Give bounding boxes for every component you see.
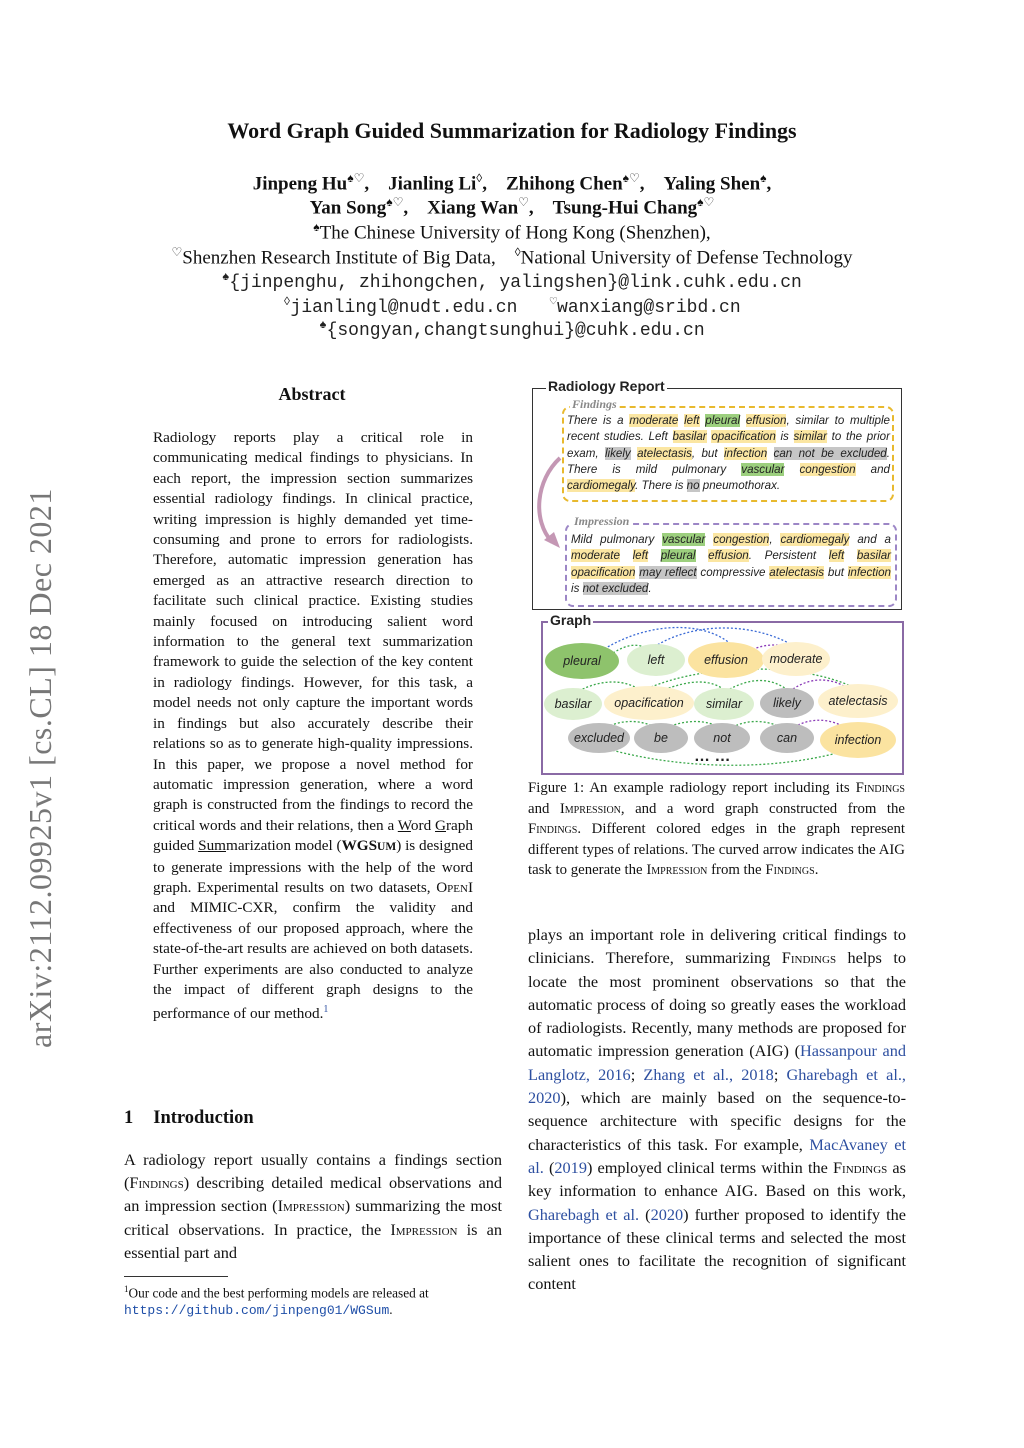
- highlighted-term: congestion: [799, 462, 856, 476]
- highlighted-term: basilar: [672, 430, 707, 444]
- abstract-text-a: Radiology reports play a critical role in communicating medical findings to physicians. In each report, the impression section summarizes essential radiology findings. In clinical practice, writing impression is highly demanded yet time-consuming and prone to errors for radiologists. Therefore, automatic impression generation has emerged as an attractive research direction to facilitate such clinical practice. Existing studies mainly focused on introducing salient word information to the general text summarization framework to guide the selection of the key content in radiology findings. However, for this task, a model needs not only capture the important words in findings but also accurately describe their relations so as to generate high-quality impressions. In this paper, we propose a novel method for automatic impression generation, where a word graph is constructed from the findings to record the critical words and their relations, then a: [153, 429, 473, 834]
- abstract-ord: ord: [410, 816, 436, 834]
- plain-text: pneumothorax.: [699, 479, 781, 493]
- right-text-4: ) employed clinical terms within the: [586, 1157, 833, 1177]
- author-separator: ,: [403, 197, 409, 219]
- affiliation-1: [0, 220, 1024, 244]
- highlighted-term: pleural: [660, 549, 696, 563]
- citation-hassanpour-link[interactable]: Hassanpour and Langlotz, 2016: [528, 1041, 907, 1084]
- node-basilar: basilar: [544, 688, 602, 720]
- affiliation-1-symbol: ♠: [313, 220, 320, 234]
- node-not: not: [694, 723, 750, 753]
- plain-text: compressive: [696, 565, 770, 579]
- right-paren-2: (: [639, 1204, 651, 1224]
- abstract-um: UM: [377, 841, 397, 854]
- introduction-paragraph: [124, 1148, 502, 1264]
- impression-text: [571, 532, 891, 597]
- highlighted-term: can not be excluded: [773, 446, 887, 460]
- node-pleural: pleural: [545, 643, 619, 679]
- citation-macavaney-link[interactable]: MacAvaney et al.: [528, 1134, 906, 1177]
- findings-label: Findings: [572, 397, 617, 411]
- plain-text: [740, 414, 746, 427]
- email-2-symbol: ◊: [283, 295, 291, 309]
- plain-text: .: [648, 581, 652, 595]
- author-symbol: ♠♡: [622, 171, 640, 185]
- graph-ellipsis: … …: [694, 748, 731, 765]
- caption-b: and: [528, 800, 560, 817]
- plain-text: [767, 447, 773, 460]
- abstract-model-name: [342, 837, 397, 854]
- plain-text: ,: [769, 533, 781, 546]
- intro-text-3: ) summarizing the most critical observations. In practice, the: [124, 1196, 502, 1239]
- right-text-2: helps to locate the most prominent observations so that the automatic process of doing so greatly eases the workload of radiologists. Recently, many methods are proposed for automatic impression generation (AIG) (: [528, 948, 906, 1061]
- right-text-6: ) further proposed to identify the importance of these clinical terms and selected the most salient ones to facilitate the recognition of significant content: [528, 1204, 906, 1294]
- author-name: Yaling Shen: [663, 173, 761, 195]
- highlighted-term: cardiomegaly: [780, 533, 850, 546]
- affiliation-3-symbol: ◊: [514, 245, 521, 259]
- plain-text: is: [571, 581, 583, 595]
- section-number: 1: [124, 1108, 134, 1128]
- plain-text: There is a: [567, 414, 630, 427]
- email-line-3: [0, 318, 1024, 341]
- plain-text: [844, 549, 857, 562]
- citation-macavaney-year-link[interactable]: 2019: [554, 1157, 587, 1177]
- highlighted-term: moderate: [571, 549, 620, 563]
- highlighted-term: infection: [723, 446, 768, 460]
- author-symbol: ♡: [518, 195, 529, 209]
- plain-text: [784, 463, 799, 476]
- highlighted-term: likely: [604, 446, 631, 460]
- highlighted-term: congestion: [713, 533, 770, 546]
- footnote-text: Our code and the best performing models are released at: [128, 1285, 429, 1301]
- impression-label: Impression: [574, 514, 630, 528]
- email-1-symbol: ♠: [222, 270, 230, 284]
- author-separator: ,: [482, 173, 487, 195]
- right-paren-1: (: [543, 1157, 555, 1177]
- plain-text: [620, 549, 633, 562]
- radiology-report-label: Radiology Report: [548, 378, 665, 394]
- highlighted-term: atelectasis: [637, 446, 692, 460]
- node-effusion: effusion: [688, 642, 764, 678]
- caption-findings-2: Findings: [528, 821, 578, 838]
- plain-text: . There is mild pulmonary: [567, 446, 890, 476]
- highlighted-term: not excluded: [582, 581, 649, 595]
- author-separator: ,: [364, 173, 370, 195]
- intro-impression-2: Impression: [390, 1219, 458, 1239]
- node-similar: similar: [694, 688, 754, 720]
- abstract-text-c: and MIMIC-CXR, confirm the validity and effectiveness of our proposed approach, where the state-of-the-art results are achieved on both datasets. Further experiments are also conducted to analyze the impact of different graph designs to the performance of our method.: [153, 899, 473, 1023]
- plain-text: . Persistent: [748, 549, 829, 563]
- node-likely: likely: [760, 688, 814, 718]
- highlighted-term: may reflect: [639, 565, 697, 579]
- footnote: [124, 1281, 504, 1319]
- right-text-3: ), which are mainly based on the sequence-to-sequence architecture with specific designs for the characteristics of this task. For example,: [528, 1088, 906, 1154]
- caption-c: , and a word graph constructed from the: [620, 800, 905, 817]
- node-opacification: opacification: [604, 686, 694, 720]
- affiliation-3-text: National University of Defense Technology: [520, 247, 853, 269]
- abstract-open: Open: [436, 878, 468, 896]
- node-be: be: [634, 723, 688, 753]
- affiliation-2-3: [0, 245, 1024, 269]
- author-symbol: ◊: [476, 171, 483, 185]
- highlighted-term: atelectasis: [769, 565, 825, 579]
- highlighted-term: infection: [847, 565, 891, 579]
- email-4: {songyan,changtsunghui}@cuhk.edu.cn: [326, 321, 705, 341]
- node-can: can: [760, 723, 814, 753]
- highlighted-term: left: [632, 549, 649, 563]
- author-symbol: ♠♡: [386, 195, 404, 209]
- right-text-5: as key information to enhance AIG. Based on this work,: [528, 1157, 906, 1201]
- right-findings: Findings: [781, 948, 837, 968]
- abstract-marization: marization model (: [226, 837, 342, 855]
- highlighted-term: moderate: [629, 414, 679, 427]
- plain-text: and: [855, 462, 890, 476]
- plain-text: . There is: [635, 479, 687, 493]
- highlighted-term: vascular: [741, 462, 785, 476]
- caption-findings-3: Findings: [765, 862, 815, 879]
- plain-text: , but: [691, 446, 724, 460]
- right-text-1: plays an important role in delivering critical findings to clinicians. Therefore, summarizing: [528, 925, 906, 968]
- abstract-wgs: WGS: [341, 837, 378, 855]
- intro-text-1: A radiology report usually contains a findings section (: [124, 1150, 502, 1193]
- plain-text: , similar to multiple recent studies. Left: [567, 414, 890, 444]
- author-symbol: ♠♡: [347, 171, 365, 185]
- email-4-symbol: ♠: [319, 318, 327, 332]
- abstract-sum: Sum: [198, 837, 226, 855]
- node-infection: infection: [820, 722, 896, 758]
- caption-impression: Impression: [559, 800, 621, 817]
- section-heading-introduction: [124, 1108, 254, 1129]
- intro-text-4: is an essential part and: [124, 1219, 502, 1262]
- footnote-period: .: [389, 1302, 393, 1318]
- node-excluded: excluded: [568, 723, 630, 753]
- highlighted-term: no: [686, 479, 700, 493]
- highlighted-term: cardiomegaly: [567, 479, 636, 493]
- node-moderate: moderate: [762, 642, 830, 676]
- highlighted-term: left: [684, 414, 700, 427]
- email-3-symbol: ♡: [549, 295, 558, 309]
- footnote-rule: [124, 1276, 228, 1277]
- affiliation-1-text: The Chinese University of Hong Kong (Shenzhen),: [319, 222, 711, 244]
- email-1: {jinpenghu, zhihongchen, yalingshen}@link.cuhk.edu.cn: [229, 273, 802, 293]
- author-line-2: [0, 195, 1024, 219]
- citation-gharebagh-year-link[interactable]: 2020: [650, 1204, 684, 1224]
- author-symbol: ♠♡: [697, 195, 715, 209]
- figure-caption: [528, 778, 905, 881]
- right-semicolon-2: ;: [773, 1064, 787, 1084]
- highlighted-term: basilar: [856, 549, 891, 563]
- plain-text: to the prior exam,: [567, 430, 890, 460]
- highlighted-term: left: [828, 549, 845, 563]
- aig-curved-arrow: [530, 450, 570, 560]
- author-name: Tsung-Hui Chang: [552, 197, 698, 219]
- author-name: Zhihong Chen: [505, 173, 623, 195]
- abstract-raph: raph: [446, 816, 473, 834]
- author-name: Xiang Wan: [427, 197, 519, 219]
- caption-findings: Findings: [855, 780, 905, 796]
- highlighted-term: opacification: [711, 430, 776, 444]
- caption-e: from the: [707, 862, 766, 879]
- caption-d: . Different colored edges in the graph represent different types of relations. The curved arrow indicates the AIG task to generate the: [528, 821, 905, 879]
- intro-findings: Findings: [129, 1173, 184, 1193]
- node-left: left: [627, 644, 685, 676]
- arxiv-identifier: arXiv:2112.09925v1 [cs.CL] 18 Dec 2021: [22, 488, 58, 1048]
- abstract-guided: guided: [153, 837, 199, 855]
- highlighted-term: similar: [793, 430, 827, 444]
- citation-gharebagh-2-link[interactable]: Gharebagh et al.: [528, 1204, 640, 1224]
- author-separator: ,: [766, 173, 772, 195]
- caption-f: .: [814, 862, 819, 879]
- plain-text: and a: [849, 533, 891, 546]
- author-separator: ,: [528, 197, 534, 219]
- affiliation-2-text: Shenzhen Research Institute of Big Data,: [182, 247, 496, 269]
- highlighted-term: pleural: [705, 414, 741, 427]
- plain-text: but: [824, 565, 848, 579]
- email-line-2: [0, 294, 1024, 318]
- paper-title: Word Graph Guided Summarization for Radiology Findings: [227, 118, 797, 143]
- caption-a: Figure 1: An example radiology report including its: [528, 780, 856, 796]
- graph-label: Graph: [550, 612, 592, 628]
- abstract-text-b: ) is designed to generate impressions with the help of the word graph. Experimental results on two datasets,: [153, 837, 473, 896]
- author-name: Jinpeng Hu: [252, 173, 348, 195]
- intro-impression: Impression: [277, 1196, 345, 1216]
- author-name: Yan Song: [309, 197, 387, 219]
- citation-gharebagh-link[interactable]: Gharebagh et al., 2020: [528, 1064, 906, 1108]
- highlighted-term: effusion: [708, 549, 749, 563]
- highlighted-term: opacification: [571, 565, 636, 579]
- email-line-1: [0, 270, 1024, 293]
- right-semicolon-1: ;: [630, 1064, 644, 1084]
- abstract-heading: Abstract: [278, 384, 346, 404]
- findings-text: [567, 413, 890, 494]
- right-findings-2: Findings: [833, 1157, 888, 1177]
- abstract-body: [153, 428, 473, 1025]
- footnote-number: 1: [124, 1284, 129, 1294]
- citation-zhang-link[interactable]: Zhang et al., 2018: [643, 1064, 774, 1084]
- affiliation-2-symbol: ♡: [171, 245, 183, 259]
- abstract-g: G: [435, 816, 446, 834]
- caption-impression-2: Impression: [646, 862, 708, 879]
- highlighted-term: vascular: [662, 533, 706, 546]
- footnote-mark-link[interactable]: 1: [323, 1004, 329, 1016]
- abstract-w: W: [397, 816, 411, 834]
- plain-text: is: [775, 430, 794, 444]
- intro-text-2: ) describing detailed medical observations and an impression section (: [124, 1173, 502, 1216]
- abstract-i: I: [467, 878, 473, 896]
- plain-text: Mild pulmonary: [571, 533, 663, 546]
- highlighted-term: effusion: [745, 414, 787, 427]
- author-line-1: [0, 171, 1024, 195]
- email-2: jianlingl@nudt.edu.cn: [290, 298, 518, 318]
- right-column-paragraph: [528, 923, 906, 1296]
- author-symbol: ♠: [760, 171, 767, 185]
- section-title: Introduction: [153, 1108, 254, 1128]
- author-name: Jianling Li: [388, 173, 477, 195]
- node-atelectasis: atelectasis: [818, 684, 898, 718]
- author-separator: ,: [639, 173, 645, 195]
- plain-text: [696, 549, 709, 562]
- footnote-url-link[interactable]: https://github.com/jinpeng01/WGSum: [124, 1303, 390, 1319]
- email-3: wanxiang@sribd.cn: [557, 298, 741, 318]
- plain-text: [648, 549, 661, 562]
